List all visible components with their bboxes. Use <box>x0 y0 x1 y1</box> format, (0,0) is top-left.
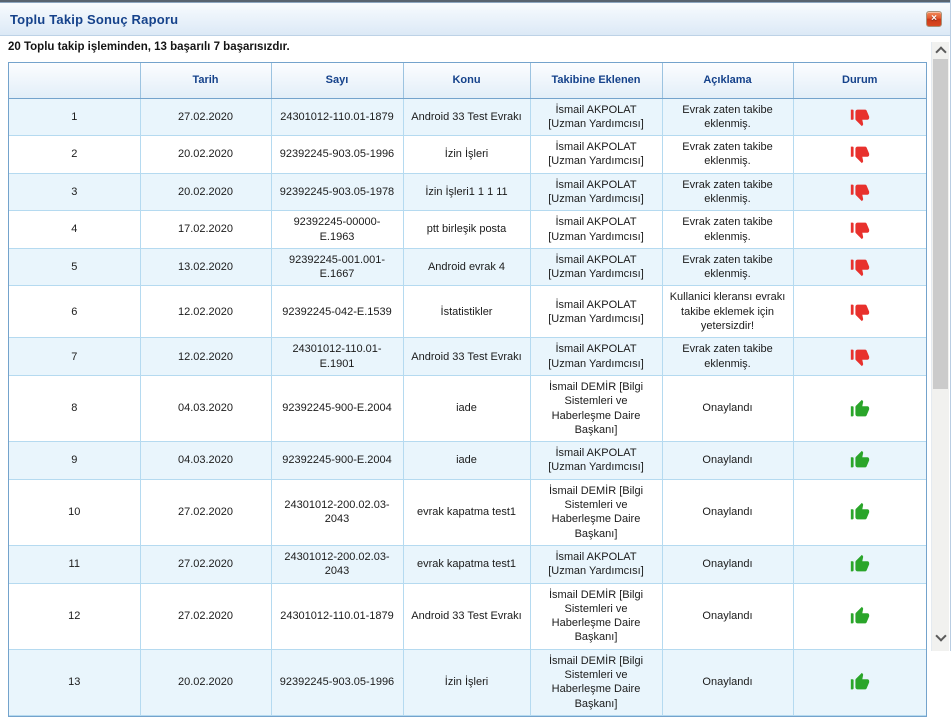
cell-konu: iade <box>403 375 530 441</box>
cell-aciklama: Evrak zaten takibe eklenmiş. <box>662 98 793 136</box>
cell-takibine-eklenen: İsmail DEMİR [Bilgi Sistemleri ve Haberleşme Daire Başkanı] <box>530 649 662 715</box>
chevron-down-icon <box>935 630 946 641</box>
cell-sayi: 92392245-001.001-E.1667 <box>271 248 403 286</box>
cell-row-number: 2 <box>9 136 140 174</box>
table-row <box>9 98 926 136</box>
cell-aciklama: Kullanici kleransı evrakı takibe eklemek için yetersizdir! <box>662 286 793 338</box>
summary-text: 20 Toplu takip işleminden, 13 başarılı 7 başarısızdır. <box>8 41 290 53</box>
cell-konu: Android 33 Test Evrakı <box>403 338 530 376</box>
cell-durum <box>793 649 926 715</box>
cell-konu: iade <box>403 442 530 480</box>
cell-durum <box>793 98 926 136</box>
thumbs-up-icon <box>849 398 871 420</box>
cell-durum <box>793 211 926 249</box>
cell-takibine-eklenen: İsmail AKPOLAT [Uzman Yardımcısı] <box>530 248 662 286</box>
table-row <box>9 442 926 480</box>
scroll-down-button[interactable] <box>932 629 949 646</box>
thumbs-down-icon <box>849 256 871 278</box>
thumbs-down-icon <box>849 181 871 203</box>
cell-aciklama: Onaylandı <box>662 375 793 441</box>
cell-aciklama: Evrak zaten takibe eklenmiş. <box>662 173 793 211</box>
cell-tarih: 12.02.2020 <box>140 286 271 338</box>
table-header-row <box>9 63 926 98</box>
result-table <box>8 62 927 717</box>
cell-aciklama: Onaylandı <box>662 649 793 715</box>
cell-konu: İstatistikler <box>403 286 530 338</box>
cell-konu: Android evrak 4 <box>403 248 530 286</box>
thumbs-down-icon <box>849 346 871 368</box>
cell-aciklama: Onaylandı <box>662 479 793 545</box>
table-body <box>9 98 926 715</box>
chevron-up-icon <box>935 46 946 57</box>
cell-row-number: 7 <box>9 338 140 376</box>
cell-takibine-eklenen: İsmail AKPOLAT [Uzman Yardımcısı] <box>530 136 662 174</box>
thumbs-down-icon <box>849 143 871 165</box>
cell-aciklama: Evrak zaten takibe eklenmiş. <box>662 338 793 376</box>
cell-takibine-eklenen: İsmail DEMİR [Bilgi Sistemleri ve Haberleşme Daire Başkanı] <box>530 583 662 649</box>
cell-tarih: 27.02.2020 <box>140 98 271 136</box>
vertical-scrollbar <box>931 42 949 651</box>
cell-konu: İzin İşleri <box>403 136 530 174</box>
cell-row-number: 11 <box>9 545 140 583</box>
thumbs-down-icon <box>849 219 871 241</box>
cell-tarih: 12.02.2020 <box>140 338 271 376</box>
cell-sayi: 92392245-900-E.2004 <box>271 375 403 441</box>
cell-takibine-eklenen: İsmail AKPOLAT [Uzman Yardımcısı] <box>530 98 662 136</box>
scrollbar-thumb[interactable] <box>933 59 948 389</box>
table-row <box>9 375 926 441</box>
cell-takibine-eklenen: İsmail AKPOLAT [Uzman Yardımcısı] <box>530 545 662 583</box>
thumbs-up-icon <box>849 501 871 523</box>
cell-durum <box>793 286 926 338</box>
cell-tarih: 20.02.2020 <box>140 173 271 211</box>
table-row <box>9 211 926 249</box>
cell-aciklama: Evrak zaten takibe eklenmiş. <box>662 211 793 249</box>
header-takibine-eklenen: Takibine Eklenen <box>530 63 662 98</box>
cell-sayi: 24301012-110.01-E.1901 <box>271 338 403 376</box>
cell-durum <box>793 338 926 376</box>
header-aciklama: Açıklama <box>662 63 793 98</box>
cell-row-number: 4 <box>9 211 140 249</box>
cell-aciklama: Evrak zaten takibe eklenmiş. <box>662 136 793 174</box>
cell-sayi: 24301012-110.01-1879 <box>271 98 403 136</box>
cell-tarih: 27.02.2020 <box>140 583 271 649</box>
cell-aciklama: Onaylandı <box>662 545 793 583</box>
header-row-number <box>9 63 140 98</box>
cell-konu: Android 33 Test Evrakı <box>403 98 530 136</box>
cell-tarih: 04.03.2020 <box>140 375 271 441</box>
cell-tarih: 20.02.2020 <box>140 136 271 174</box>
cell-konu: evrak kapatma test1 <box>403 545 530 583</box>
cell-durum <box>793 136 926 174</box>
table-row <box>9 136 926 174</box>
table-row <box>9 248 926 286</box>
table-row <box>9 286 926 338</box>
cell-takibine-eklenen: İsmail AKPOLAT [Uzman Yardımcısı] <box>530 173 662 211</box>
page-top-edge-highlight <box>0 2 951 3</box>
cell-row-number: 5 <box>9 248 140 286</box>
cell-tarih: 13.02.2020 <box>140 248 271 286</box>
cell-konu: evrak kapatma test1 <box>403 479 530 545</box>
header-durum: Durum <box>793 63 926 98</box>
header-tarih: Tarih <box>140 63 271 98</box>
cell-takibine-eklenen: İsmail AKPOLAT [Uzman Yardımcısı] <box>530 338 662 376</box>
table-row <box>9 338 926 376</box>
scroll-up-button[interactable] <box>932 42 949 59</box>
cell-row-number: 12 <box>9 583 140 649</box>
table-row <box>9 479 926 545</box>
cell-konu: İzin İşleri1 1 1 11 <box>403 173 530 211</box>
cell-aciklama: Onaylandı <box>662 583 793 649</box>
header-konu: Konu <box>403 63 530 98</box>
cell-row-number: 9 <box>9 442 140 480</box>
cell-sayi: 92392245-900-E.2004 <box>271 442 403 480</box>
cell-row-number: 6 <box>9 286 140 338</box>
cell-durum <box>793 375 926 441</box>
cell-sayi: 92392245-903.05-1996 <box>271 649 403 715</box>
cell-row-number: 10 <box>9 479 140 545</box>
thumbs-up-icon <box>849 553 871 575</box>
cell-konu: ptt birleşik posta <box>403 211 530 249</box>
cell-durum <box>793 442 926 480</box>
cell-sayi: 92392245-903.05-1996 <box>271 136 403 174</box>
table-row <box>9 173 926 211</box>
cell-durum <box>793 583 926 649</box>
cell-durum <box>793 479 926 545</box>
cell-sayi: 24301012-110.01-1879 <box>271 583 403 649</box>
cell-aciklama: Evrak zaten takibe eklenmiş. <box>662 248 793 286</box>
cell-row-number: 3 <box>9 173 140 211</box>
cell-takibine-eklenen: İsmail AKPOLAT [Uzman Yardımcısı] <box>530 442 662 480</box>
cell-tarih: 27.02.2020 <box>140 479 271 545</box>
cell-takibine-eklenen: İsmail DEMİR [Bilgi Sistemleri ve Haberleşme Daire Başkanı] <box>530 375 662 441</box>
cell-row-number: 8 <box>9 375 140 441</box>
cell-row-number: 13 <box>9 649 140 715</box>
header-sayi: Sayı <box>271 63 403 98</box>
cell-durum <box>793 248 926 286</box>
cell-durum <box>793 545 926 583</box>
cell-sayi: 92392245-00000-E.1963 <box>271 211 403 249</box>
cell-durum <box>793 173 926 211</box>
table-row <box>9 649 926 715</box>
thumbs-up-icon <box>849 605 871 627</box>
table-row <box>9 583 926 649</box>
cell-sayi: 24301012-200.02.03-2043 <box>271 545 403 583</box>
cell-sayi: 92392245-903.05-1978 <box>271 173 403 211</box>
thumbs-down-icon <box>849 301 871 323</box>
cell-tarih: 20.02.2020 <box>140 649 271 715</box>
cell-sayi: 24301012-200.02.03-2043 <box>271 479 403 545</box>
thumbs-up-icon <box>849 671 871 693</box>
thumbs-down-icon <box>849 106 871 128</box>
close-icon[interactable]: × <box>926 11 942 27</box>
cell-takibine-eklenen: İsmail AKPOLAT [Uzman Yardımcısı] <box>530 286 662 338</box>
table-row <box>9 545 926 583</box>
cell-sayi: 92392245-042-E.1539 <box>271 286 403 338</box>
window-title: Toplu Takip Sonuç Raporu <box>10 11 179 27</box>
window-titlebar <box>0 3 951 36</box>
cell-tarih: 04.03.2020 <box>140 442 271 480</box>
cell-tarih: 17.02.2020 <box>140 211 271 249</box>
cell-row-number: 1 <box>9 98 140 136</box>
cell-aciklama: Onaylandı <box>662 442 793 480</box>
cell-takibine-eklenen: İsmail DEMİR [Bilgi Sistemleri ve Haberleşme Daire Başkanı] <box>530 479 662 545</box>
cell-tarih: 27.02.2020 <box>140 545 271 583</box>
thumbs-up-icon <box>849 449 871 471</box>
cell-takibine-eklenen: İsmail AKPOLAT [Uzman Yardımcısı] <box>530 211 662 249</box>
cell-konu: İzin İşleri <box>403 649 530 715</box>
cell-konu: Android 33 Test Evrakı <box>403 583 530 649</box>
